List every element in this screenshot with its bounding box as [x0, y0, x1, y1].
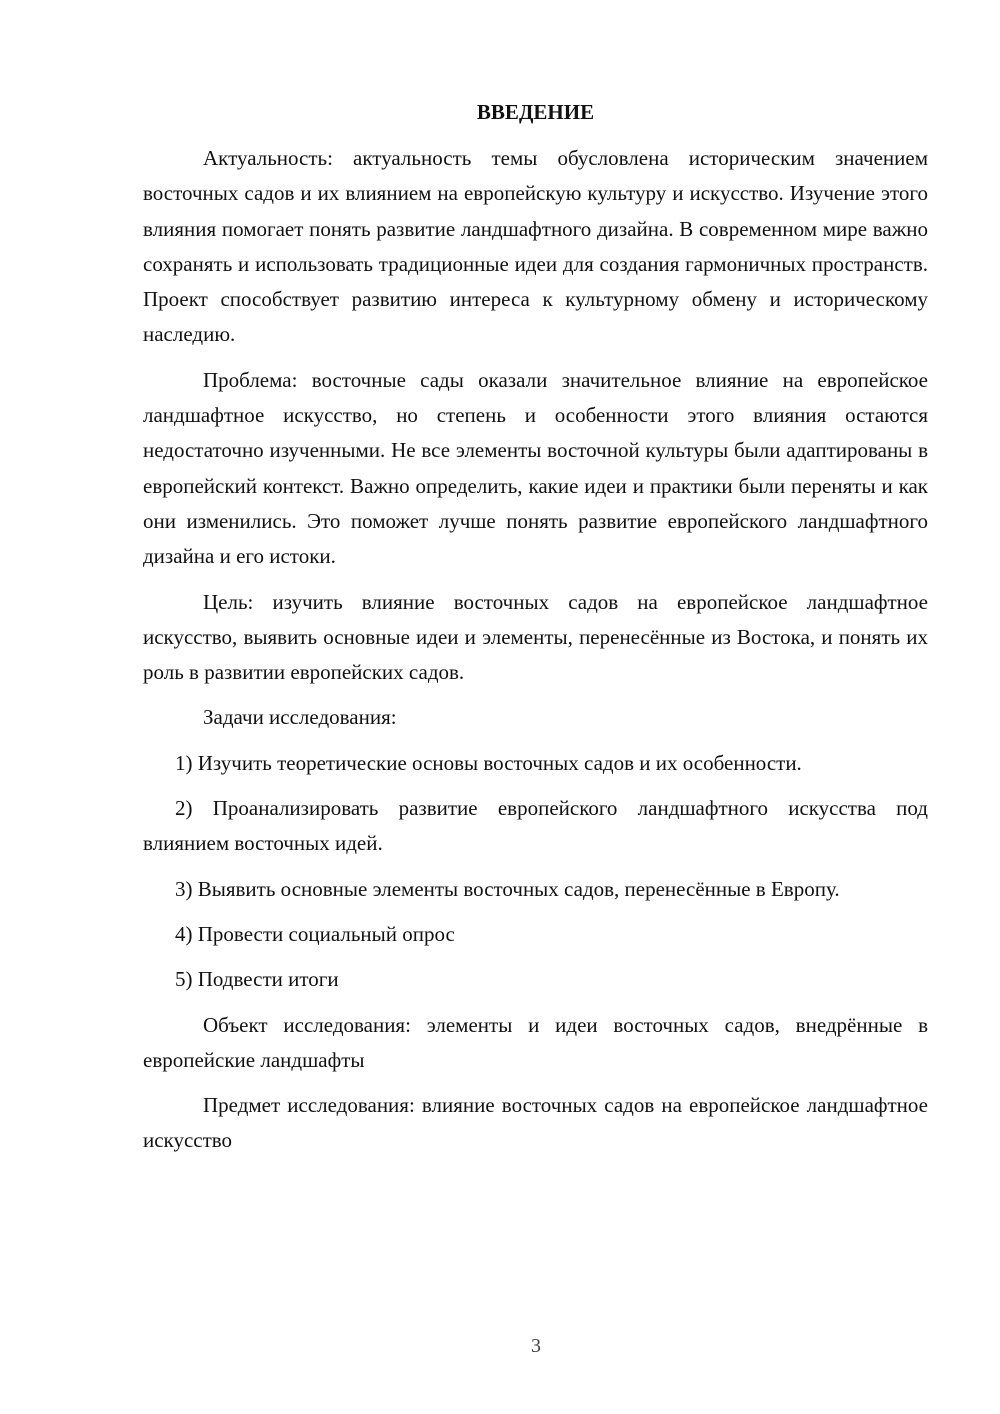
tasks-heading: Задачи исследования:: [203, 705, 397, 730]
section-title: ВВЕДЕНИЕ: [476, 100, 595, 124]
task-item-3: 3) Выявить основные элементы восточных садов, перенесённые в Европу.: [175, 876, 840, 901]
task-item-4: 4) Провести социальный опрос: [175, 921, 455, 946]
page-content: [143, 96, 928, 1169]
paragraph-goal: Цель: изучить влияние восточных садов на европейское ландшафтное искусство, выявить основные идеи и элементы, перенесённые из Востока, и понять их роль в развитии европейских садов.: [143, 589, 928, 685]
paragraph-subject: Предмет исследования: влияние восточных садов на европейское ландшафтное искусство: [143, 1093, 928, 1153]
paragraph-object: Объект исследования: элементы и идеи восточных садов, внедрённые в европейские ландшафты: [143, 1012, 928, 1072]
task-item-2: 2) Проанализировать развитие европейского ландшафтного искусства под влиянием восточных идей.: [143, 796, 928, 856]
paragraph-relevance: Актуальность: актуальность темы обусловлена историческим значением восточных садов и их влиянием на европейскую культуру и искусство. Изучение этого влияния помогает понять развитие ландшафтного дизайна. В современном мире важно сохранять и использовать традиционные идеи для создания гармоничных пространств. Проект способствует развитию интереса к культурному обмену и историческому наследию.: [143, 146, 928, 347]
paragraph-problem: Проблема: восточные сады оказали значительное влияние на европейское ландшафтное искусство, но степень и особенности этого влияния остаются недостаточно изученными. Не все элементы восточной культуры были адаптированы в европейский контекст. Важно определить, какие идеи и практики были переняты и как они изменились. Это поможет лучше понять развитие европейского ландшафтного дизайна и его истоки.: [143, 367, 928, 569]
task-item-1: 1) Изучить теоретические основы восточных садов и их особенности.: [175, 750, 802, 775]
page-number: 3: [531, 1335, 541, 1357]
task-item-5: 5) Подвести итоги: [175, 967, 339, 992]
